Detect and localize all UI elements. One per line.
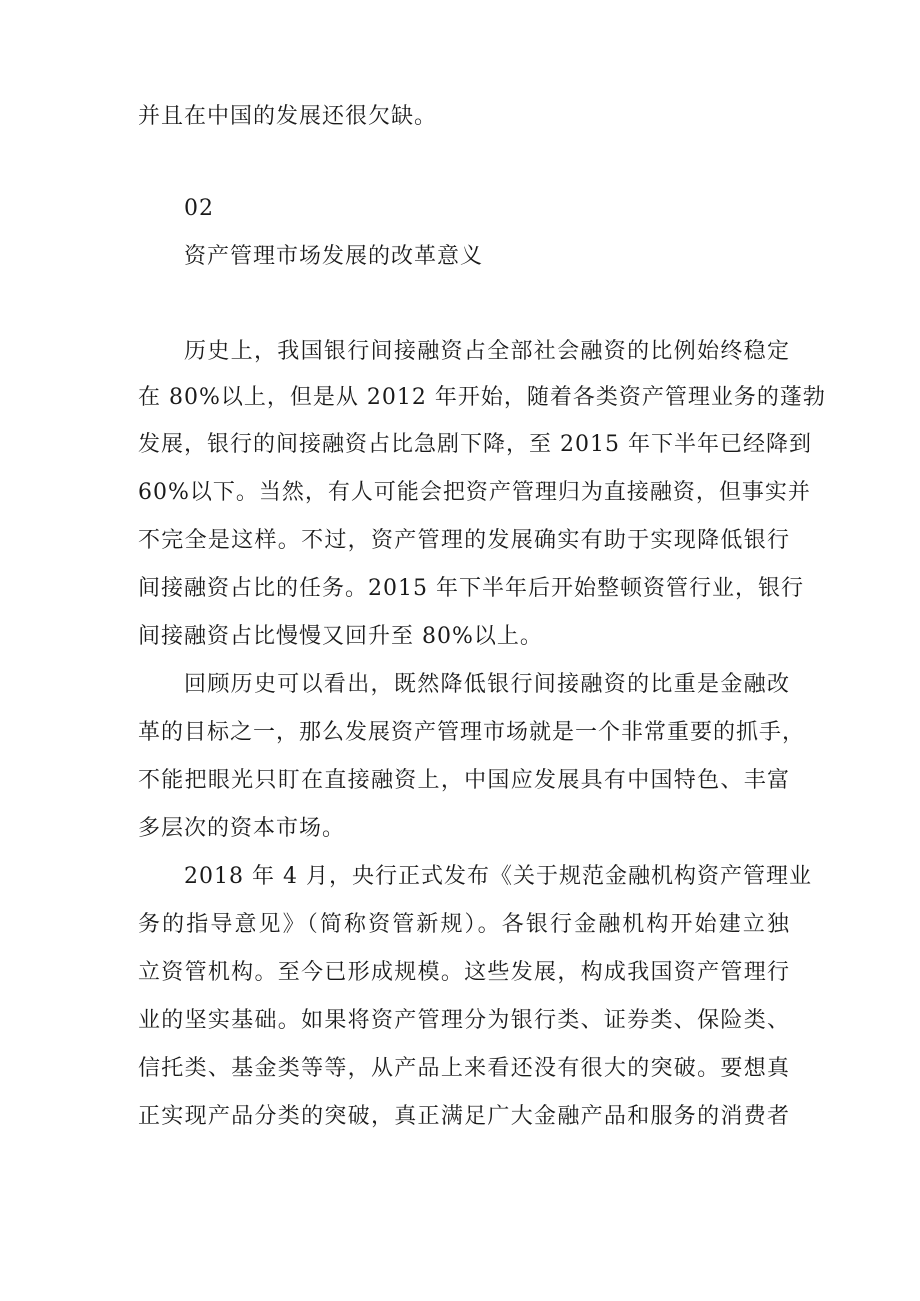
section-heading: 资产管理市场发展的改革意义 [184, 244, 484, 269]
paragraph-line: 60%以下。当然，有人可能会把资产管理归为直接融资，但事实并 [138, 480, 811, 505]
paragraph-line: 不完全是这样。不过，资产管理的发展确实有助于实现降低银行 [138, 528, 790, 553]
paragraph-line: 革的目标之一，那么发展资产管理市场就是一个非常重要的抓手， [138, 720, 806, 745]
paragraph-line: 正实现产品分类的突破，真正满足广大金融产品和服务的消费者 [138, 1104, 790, 1129]
paragraph-line: 立资管机构。至今已形成规模。这些发展，构成我国资产管理行 [138, 960, 790, 985]
paragraph-line: 2018 年 4 月，央行正式发布《关于规范金融机构资产管理业 [184, 864, 812, 889]
paragraph-line: 在 80%以上，但是从 2012 年开始，随着各类资产管理业务的蓬勃 [138, 385, 826, 410]
paragraph-line: 回顾历史可以看出，既然降低银行间接融资的比重是金融改 [184, 672, 790, 697]
paragraph-line: 多层次的资本市场。 [138, 816, 346, 841]
paragraph-line: 发展，银行的间接融资占比急剧下降，至 2015 年下半年已经降到 [138, 432, 812, 457]
paragraph-line: 并且在中国的发展还很欠缺。 [138, 104, 438, 129]
paragraph-line: 历史上，我国银行间接融资占全部社会融资的比例始终稳定 [184, 339, 790, 364]
paragraph-line: 间接融资占比慢慢又回升至 80%以上。 [138, 624, 543, 649]
paragraph-line: 不能把眼光只盯在直接融资上，中国应发展具有中国特色、丰富 [138, 768, 790, 793]
paragraph-line: 间接融资占比的任务。2015 年下半年后开始整顿资管行业，银行 [138, 576, 804, 601]
section-number: 02 [184, 196, 214, 221]
paragraph-line: 信托类、基金类等等，从产品上来看还没有很大的突破。要想真 [138, 1056, 790, 1081]
paragraph-line: 务的指导意见》（简称资管新规）。各银行金融机构开始建立独 [138, 912, 790, 937]
paragraph-line: 业的坚实基础。如果将资产管理分为银行类、证券类、保险类、 [138, 1008, 790, 1033]
